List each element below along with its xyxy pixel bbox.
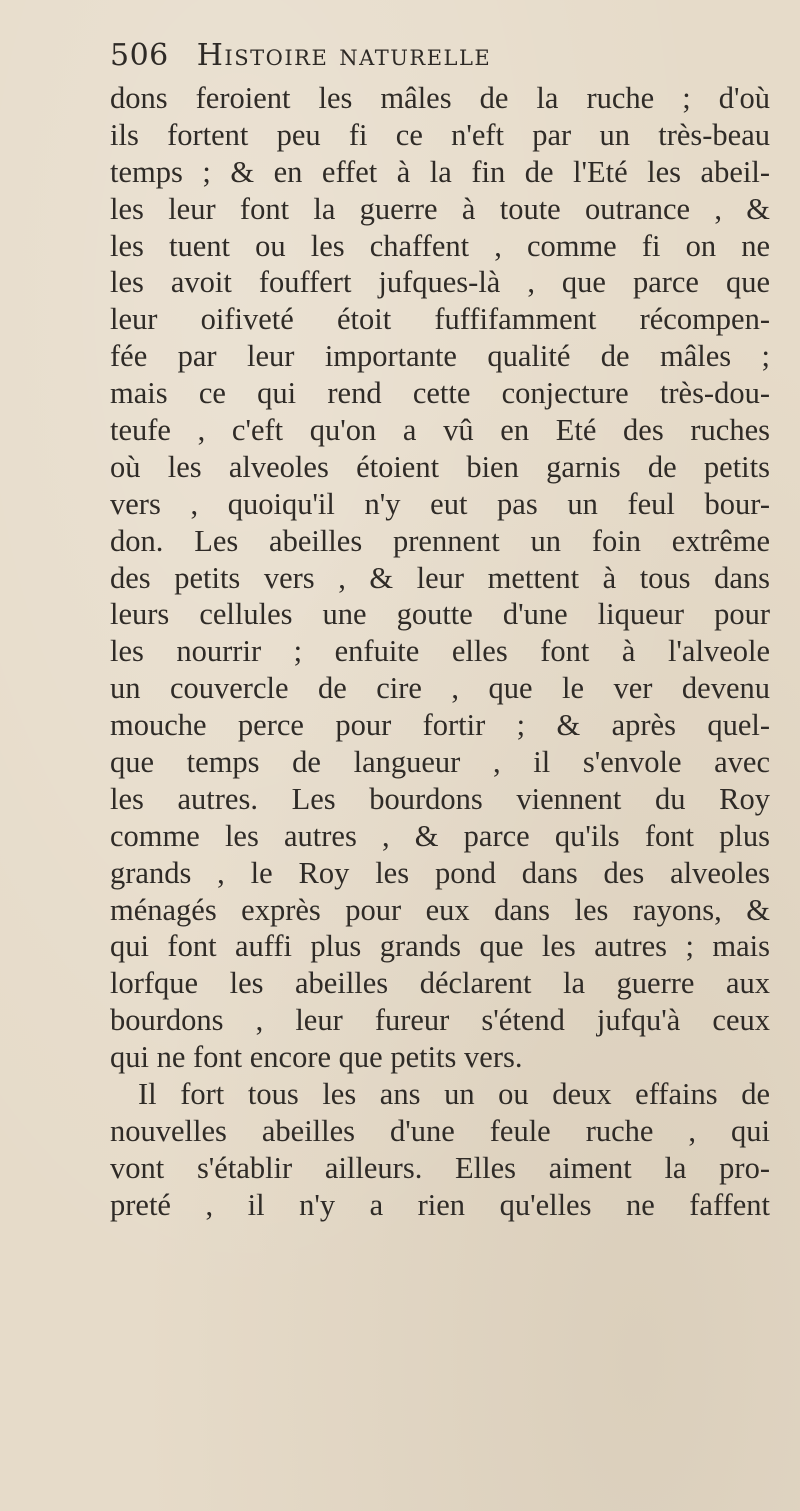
text-line: teufe , c'eft qu'on a vû en Eté des ruches [110, 413, 770, 448]
text-line: mouche perce pour fortir ; & après quel- [110, 708, 770, 743]
text-line: dons feroient les mâles de la ruche ; d'où [110, 81, 770, 115]
text-line: ils fortent peu fi ce n'eft par un très-beau [110, 117, 770, 152]
text-line: où les alveoles étoient bien garnis de petits [110, 449, 770, 484]
text-line: mais ce qui rend cette conjecture très-dou- [110, 376, 770, 411]
text-line: don. Les abeilles prennent un foin extrême [110, 523, 770, 558]
text-line: que temps de langueur , il s'envole avec [110, 745, 770, 780]
text-line: bourdons , leur fureur s'étend jufqu'à ceux [110, 1003, 770, 1038]
text-line: un couvercle de cire , que le ver devenu [110, 671, 770, 706]
text-line: les leur font la guerre à toute outrance , & [110, 191, 770, 226]
text-line: vers , quoiqu'il n'y eut pas un feul bour- [110, 486, 770, 521]
text-line: ménagés exprès pour eux dans les rayons, & [110, 892, 770, 927]
text-line: qui font auffi plus grands que les autres ; mais [110, 929, 770, 964]
text-line: comme les autres , & parce qu'ils font plus [110, 818, 770, 853]
text-line: leurs cellules une goutte d'une liqueur pour [110, 597, 770, 632]
text-line: les avoit fouffert jufques-là , que parce que [110, 265, 770, 300]
running-head [110, 38, 491, 73]
body-text [110, 80, 770, 1224]
text-line: des petits vers , & leur mettent à tous dans [110, 560, 770, 595]
page-number: 506 [110, 38, 169, 73]
text-line: les nourrir ; enfuite elles font à l'alveole [110, 634, 770, 669]
text-line: grands , le Roy les pond dans des alveoles [110, 855, 770, 890]
text-line: leur oifiveté étoit fuffifamment récompen- [110, 302, 770, 337]
text-line: preté , il n'y a rien qu'elles ne faffent [110, 1187, 770, 1222]
text-line: fée par leur importante qualité de mâles ; [110, 339, 770, 374]
text-line: qui ne font encore que petits vers. [110, 1040, 523, 1075]
text-line: lorfque les abeilles déclarent la guerre aux [110, 966, 770, 1001]
text-line: nouvelles abeilles d'une feule ruche , qui [110, 1113, 770, 1148]
text-line: Il fort tous les ans un ou deux effains de [138, 1077, 770, 1112]
text-line: temps ; & en effet à la fin de l'Eté les abeil- [110, 154, 770, 189]
text-line: les tuent ou les chaffent , comme fi on ne [110, 228, 770, 263]
running-title: Histoire naturelle [196, 38, 492, 73]
text-line: vont s'établir ailleurs. Elles aiment la pro- [110, 1150, 770, 1185]
text-line: les autres. Les bourdons viennent du Roy [110, 781, 770, 816]
